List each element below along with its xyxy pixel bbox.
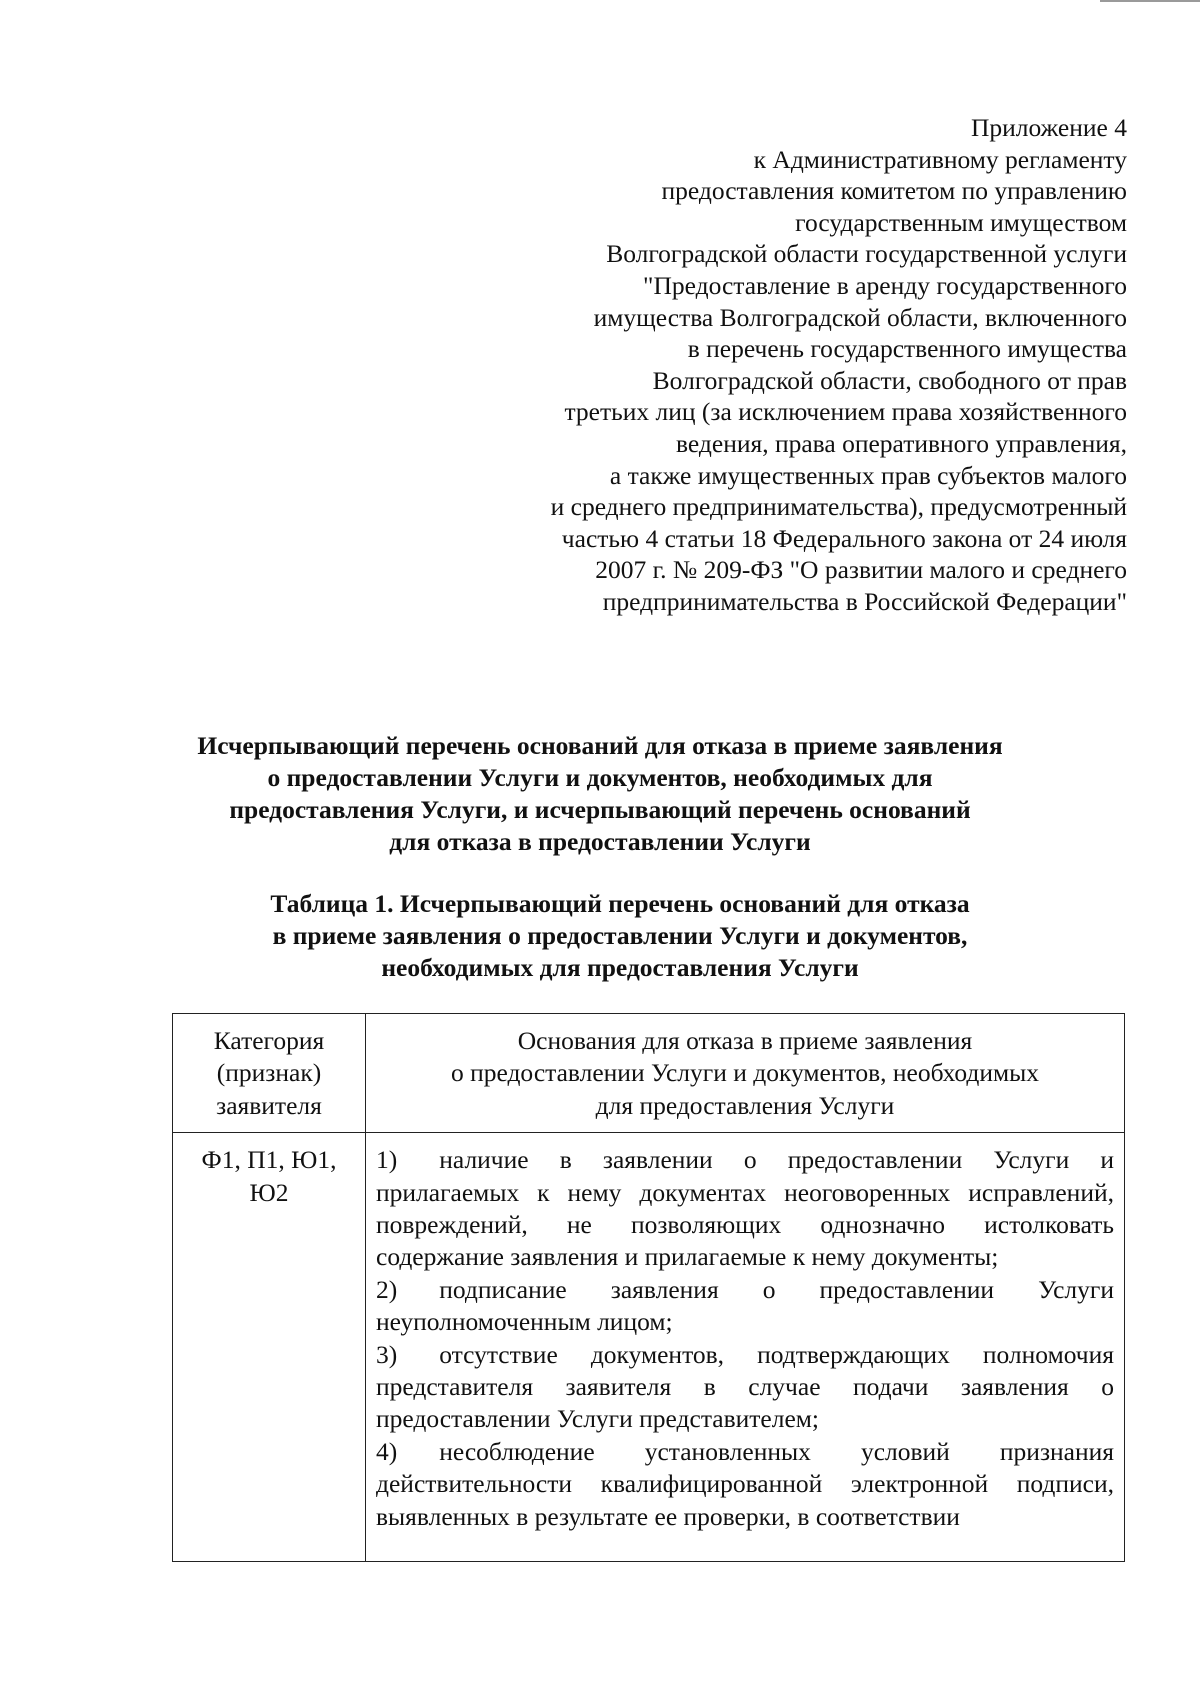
reason-number: 4): [376, 1436, 398, 1466]
header-grounds: [366, 1014, 1125, 1133]
header-grounds-line: о предоставлении Услуги и документов, необходимых: [450, 1058, 1040, 1088]
header-grounds-line: Основания для отказа в приеме заявления: [517, 1026, 973, 1055]
appendix-line: ведения, права оперативного управления,: [676, 428, 1127, 458]
table-caption-line: необходимых для предоставления Услуги: [381, 953, 859, 982]
header-category-line: заявителя: [216, 1090, 322, 1120]
title-line: Исчерпывающий перечень оснований для отказа в приеме заявления: [197, 731, 1003, 760]
reason-item: [376, 1144, 1114, 1274]
title-line: предоставления Услуги, и исчерпывающий перечень оснований: [229, 795, 971, 824]
reasons-cell: [366, 1133, 1125, 1562]
reason-item: [376, 1339, 1114, 1436]
header-grounds-line: для предоставления Услуги: [595, 1090, 895, 1120]
table-row: [173, 1133, 1125, 1562]
header-category-line: Категория: [213, 1026, 325, 1055]
appendix-line: частью 4 статьи 18 Федерального закона от 24 июля: [561, 523, 1127, 553]
table-caption: [140, 888, 1100, 984]
appendix-line: 2007 г. № 209-ФЗ "О развитии малого и среднего: [595, 555, 1127, 585]
appendix-heading: [487, 112, 1127, 618]
appendix-line: "Предоставление в аренду государственного: [643, 270, 1127, 300]
header-category-line: (признак): [216, 1058, 322, 1088]
appendix-line: предпринимательства в Российской Федерации": [602, 586, 1127, 616]
document-title: [100, 730, 1100, 858]
scan-edge-line: [1100, 0, 1200, 2]
reason-item: [376, 1436, 1114, 1533]
appendix-line: Волгоградской области государственной услуги: [606, 239, 1127, 269]
reason-number: 2): [376, 1274, 398, 1304]
appendix-line: в перечень государственного имущества: [687, 334, 1127, 364]
reason-number: 1): [376, 1145, 398, 1175]
category-cell: Ф1, П1, Ю1, Ю2: [173, 1133, 366, 1562]
appendix-line: и среднего предпринимательства), предусмотренный: [550, 492, 1127, 522]
table-caption-line: Таблица 1. Исчерпывающий перечень оснований для отказа: [270, 889, 970, 918]
appendix-line: Волгоградской области, свободного от прав: [652, 365, 1127, 395]
appendix-line: а также имущественных прав субъектов малого: [609, 460, 1127, 490]
appendix-line: к Административному регламенту: [753, 144, 1127, 174]
reason-text: отсутствие документов, подтверждающих полномочия представителя заявителя в случае подачи заявления о предоставлении Услуги представителем;: [376, 1339, 1114, 1434]
table-header-row: [173, 1014, 1125, 1133]
reason-text: подписание заявления о предоставлении Услуги неуполномоченным лицом;: [376, 1274, 1114, 1337]
appendix-line: предоставления комитетом по управлению: [661, 176, 1127, 206]
reason-number: 3): [376, 1339, 398, 1369]
title-line: для отказа в предоставлении Услуги: [389, 827, 811, 856]
header-category: [173, 1014, 366, 1133]
appendix-line: Приложение 4: [971, 113, 1127, 142]
title-line: о предоставлении Услуги и документов, необходимых для: [267, 763, 933, 792]
reason-text: несоблюдение установленных условий признания действительности квалифицированной электронной подписи, выявленных в результате ее проверки, в соответствии: [376, 1436, 1114, 1531]
appendix-line: государственным имуществом: [795, 207, 1127, 237]
reason-text: наличие в заявлении о предоставлении Услуги и прилагаемых к нему документах неоговоренных исправлений, повреждений, не позволяющих однозначно истолковать содержание заявления и прилагаемые к нему документы;: [376, 1145, 1114, 1272]
appendix-line: имущества Волгоградской области, включенного: [593, 302, 1127, 332]
table-caption-line: в приеме заявления о предоставлении Услуги и документов,: [272, 921, 968, 950]
reason-item: [376, 1274, 1114, 1339]
appendix-line: третьих лиц (за исключением права хозяйственного: [564, 397, 1127, 427]
grounds-table: [172, 1013, 1125, 1562]
